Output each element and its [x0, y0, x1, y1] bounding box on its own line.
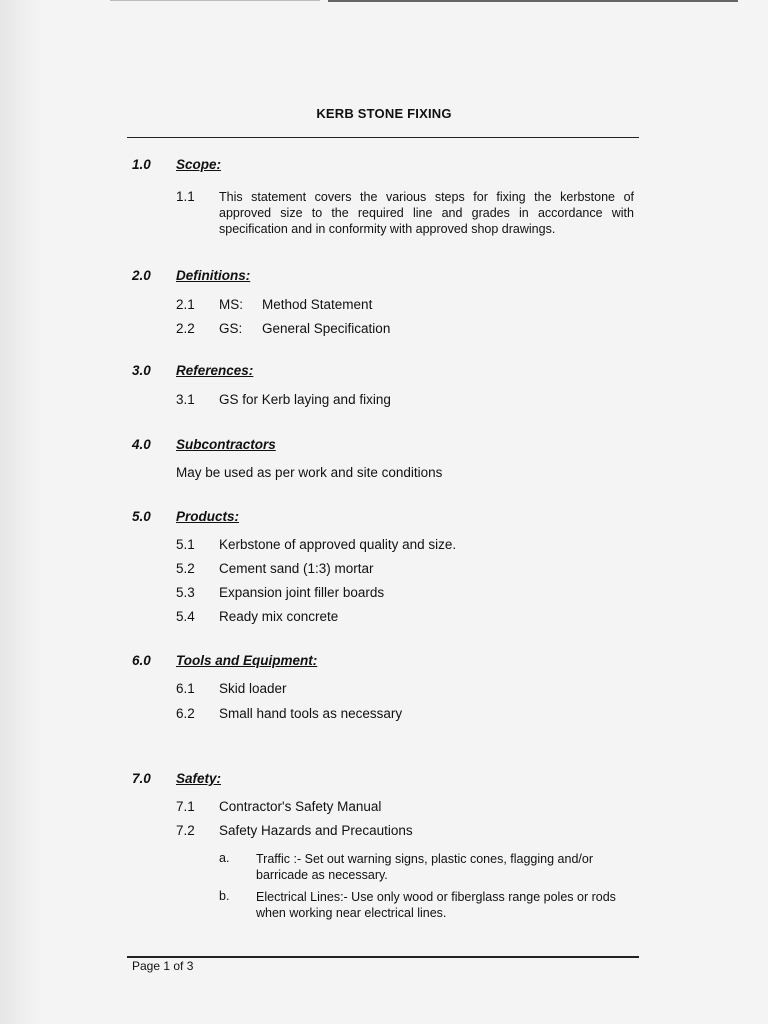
item-text: GS for Kerb laying and fixing — [219, 392, 391, 407]
subitem-text: Traffic :- Set out warning signs, plastic cones, flagging and/or barricade as necessary. — [256, 852, 593, 882]
section-heading: Subcontractors — [176, 437, 276, 452]
section-heading: Definitions: — [176, 268, 251, 283]
definition-text: Method Statement — [262, 297, 373, 312]
section-text: May be used as per work and site conditions — [176, 465, 443, 480]
definition-abbreviation: MS: — [219, 297, 244, 312]
section-heading: Scope: — [176, 157, 222, 172]
top-scan-rule — [110, 0, 320, 1]
subitem-letter: a. — [219, 851, 230, 865]
section-heading: Safety: — [176, 771, 222, 786]
item-text: Expansion joint filler boards — [219, 585, 385, 600]
section-number: 5.0 — [132, 509, 151, 524]
scan-edge-shade — [0, 0, 40, 1024]
footer-divider — [127, 956, 639, 958]
item-number: 5.2 — [176, 561, 195, 576]
item-number: 7.2 — [176, 823, 195, 838]
item-text: Cement sand (1:3) mortar — [219, 561, 374, 576]
item-number: 2.1 — [176, 297, 195, 312]
section-number: 7.0 — [132, 771, 151, 786]
item-text: Ready mix concrete — [219, 609, 339, 624]
item-number: 5.3 — [176, 585, 195, 600]
item-number: 5.4 — [176, 609, 195, 624]
item-text: Kerbstone of approved quality and size. — [219, 537, 457, 552]
section-heading: References: — [176, 363, 254, 378]
page-number-footer: Page 1 of 3 — [132, 959, 194, 973]
item-number: 2.2 — [176, 321, 195, 336]
definition-text: General Specification — [262, 321, 391, 336]
subitem-letter: b. — [219, 889, 230, 903]
item-number: 6.2 — [176, 706, 195, 721]
item-text: This statement covers the various steps for fixing the kerbstone of approved size to the required line and grades in accordance with specification and in conformity with approved shop drawings. — [219, 190, 634, 236]
section-number: 4.0 — [132, 437, 151, 452]
section-number: 1.0 — [132, 157, 151, 172]
item-text: Contractor's Safety Manual — [219, 799, 382, 814]
section-number: 6.0 — [132, 653, 151, 668]
section-heading: Products: — [176, 509, 240, 524]
definition-abbreviation: GS: — [219, 321, 243, 336]
section-number: 2.0 — [132, 268, 151, 283]
item-number: 7.1 — [176, 799, 195, 814]
header-divider — [127, 137, 639, 138]
top-scan-rule — [328, 0, 738, 2]
section-heading: Tools and Equipment: — [176, 653, 318, 668]
document-title: KERB STONE FIXING — [316, 106, 452, 121]
item-number: 5.1 — [176, 537, 195, 552]
item-text: Small hand tools as necessary — [219, 706, 403, 721]
item-number: 1.1 — [176, 189, 195, 204]
item-text: Safety Hazards and Precautions — [219, 823, 413, 838]
item-number: 6.1 — [176, 681, 195, 696]
item-text: Skid loader — [219, 681, 287, 696]
section-number: 3.0 — [132, 363, 151, 378]
subitem-text: Electrical Lines:- Use only wood or fiberglass range poles or rods when working near electrical lines. — [256, 890, 616, 920]
item-number: 3.1 — [176, 392, 195, 407]
